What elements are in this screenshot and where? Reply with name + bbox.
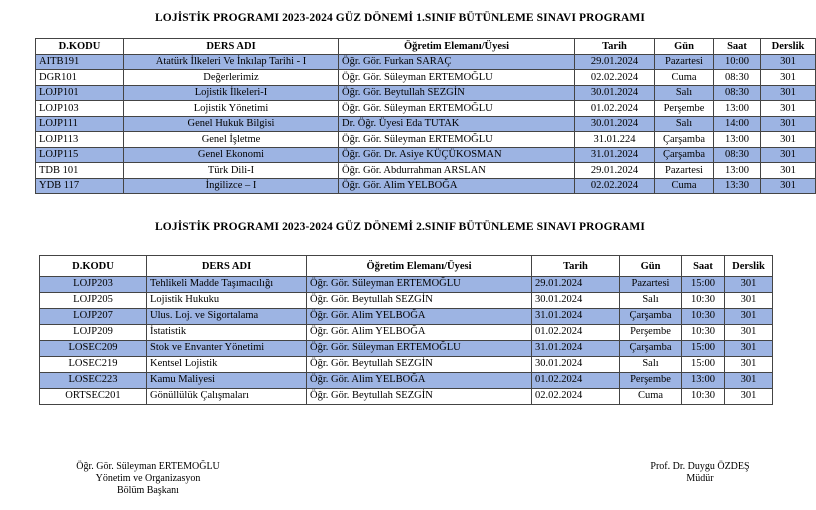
instructor-cell: Öğr. Gör. Alim YELBOĞA [307, 309, 532, 325]
course-name-cell: Lojistik İlkeleri-I [124, 85, 339, 101]
table-row [40, 341, 773, 357]
signature-role: Müdür [686, 473, 714, 484]
header-code: D.KODU [36, 39, 124, 55]
header-day: Gün [620, 256, 682, 277]
course-name-cell: Kamu Maliyesi [147, 373, 307, 389]
exam-time-cell: 10:30 [682, 309, 725, 325]
course-code-cell: ORTSEC201 [40, 389, 147, 405]
header-instructor: Öğretim Elemanı/Üyesi [339, 39, 575, 55]
table-row [40, 357, 773, 373]
exam-day-cell: Pazartesi [655, 163, 714, 179]
exam-date-cell: 01.02.2024 [575, 101, 655, 117]
header-time: Saat [714, 39, 761, 55]
course-code-cell: LOJP101 [36, 85, 124, 101]
classroom-cell: 301 [725, 357, 773, 373]
exam-date-cell: 30.01.2024 [532, 357, 620, 373]
exam-date-cell: 02.02.2024 [575, 178, 655, 194]
instructor-cell: Öğr. Gör. Dr. Asiye KÜÇÜKOSMAN [339, 147, 575, 163]
instructor-cell: Öğr. Gör. Abdurrahman ARSLAN [339, 163, 575, 179]
exam-day-cell: Çarşamba [655, 147, 714, 163]
course-code-cell: LOSEC219 [40, 357, 147, 373]
classroom-cell: 301 [725, 309, 773, 325]
course-name-cell: Lojistik Hukuku [147, 293, 307, 309]
instructor-cell: Öğr. Gör. Alim YELBOĞA [307, 325, 532, 341]
exam-date-cell: 31.01.2024 [532, 341, 620, 357]
table-row [40, 373, 773, 389]
instructor-cell: Dr. Öğr. Üyesi Eda TUTAK [339, 116, 575, 132]
classroom-cell: 301 [761, 147, 816, 163]
course-name-cell: İstatistik [147, 325, 307, 341]
classroom-cell: 301 [761, 85, 816, 101]
exam-day-cell: Çarşamba [655, 132, 714, 148]
table-row [40, 309, 773, 325]
table-row [36, 85, 816, 101]
classroom-cell: 301 [761, 54, 816, 70]
exam-date-cell: 02.02.2024 [532, 389, 620, 405]
exam-day-cell: Salı [620, 357, 682, 373]
table-row [36, 101, 816, 117]
course-code-cell: LOSEC223 [40, 373, 147, 389]
classroom-cell: 301 [761, 163, 816, 179]
course-code-cell: LOJP113 [36, 132, 124, 148]
exam-time-cell: 08:30 [714, 70, 761, 86]
table-row [36, 163, 816, 179]
instructor-cell: Öğr. Gör. Süleyman ERTEMOĞLU [307, 341, 532, 357]
course-code-cell: TDB 101 [36, 163, 124, 179]
course-code-cell: LOJP209 [40, 325, 147, 341]
course-code-cell: LOJP205 [40, 293, 147, 309]
header-room: Derslik [725, 256, 773, 277]
header-time: Saat [682, 256, 725, 277]
instructor-cell: Öğr. Gör. Süleyman ERTEMOĞLU [339, 132, 575, 148]
course-name-cell: Stok ve Envanter Yönetimi [147, 341, 307, 357]
exam-time-cell: 13:00 [682, 373, 725, 389]
course-name-cell: Kentsel Lojistik [147, 357, 307, 373]
exam-day-cell: Perşembe [620, 373, 682, 389]
classroom-cell: 301 [761, 70, 816, 86]
exam-time-cell: 08:30 [714, 85, 761, 101]
course-code-cell: LOJP203 [40, 277, 147, 293]
first-year-exam-table [35, 38, 816, 194]
classroom-cell: 301 [761, 101, 816, 117]
exam-date-cell: 30.01.2024 [532, 293, 620, 309]
course-code-cell: LOJP207 [40, 309, 147, 325]
course-code-cell: DGR101 [36, 70, 124, 86]
table-header-row [40, 256, 773, 277]
exam-date-cell: 31.01.2024 [575, 147, 655, 163]
classroom-cell: 301 [761, 116, 816, 132]
instructor-cell: Öğr. Gör. Süleyman ERTEMOĞLU [339, 101, 575, 117]
instructor-cell: Öğr. Gör. Beytullah SEZGİN [307, 357, 532, 373]
exam-day-cell: Pazartesi [620, 277, 682, 293]
classroom-cell: 301 [725, 325, 773, 341]
exam-time-cell: 15:00 [682, 277, 725, 293]
signature-department: Yönetim ve Organizasyon [95, 473, 201, 484]
exam-day-cell: Cuma [655, 178, 714, 194]
exam-date-cell: 01.02.2024 [532, 373, 620, 389]
exam-time-cell: 10:30 [682, 325, 725, 341]
table-header-row [36, 39, 816, 55]
signature-director [640, 461, 760, 485]
second-year-exam-table [39, 255, 773, 405]
exam-time-cell: 13:00 [714, 132, 761, 148]
signature-name: Prof. Dr. Duygu ÖZDEŞ [650, 461, 750, 472]
exam-date-cell: 31.01.2024 [532, 309, 620, 325]
title-first-year: LOJİSTİK PROGRAMI 2023-2024 GÜZ DÖNEMİ 1.SINIF BÜTÜNLEME SINAVI PROGRAMI [155, 12, 645, 24]
exam-time-cell: 13:00 [714, 101, 761, 117]
table-row [36, 70, 816, 86]
course-name-cell: Lojistik Yönetimi [124, 101, 339, 117]
exam-date-cell: 01.02.2024 [532, 325, 620, 341]
classroom-cell: 301 [761, 178, 816, 194]
exam-time-cell: 15:00 [682, 341, 725, 357]
header-day: Gün [655, 39, 714, 55]
classroom-cell: 301 [761, 132, 816, 148]
course-name-cell: Genel İşletme [124, 132, 339, 148]
exam-day-cell: Cuma [655, 70, 714, 86]
exam-time-cell: 10:00 [714, 54, 761, 70]
instructor-cell: Öğr. Gör. Furkan SARAÇ [339, 54, 575, 70]
exam-day-cell: Salı [655, 116, 714, 132]
exam-date-cell: 30.01.2024 [575, 116, 655, 132]
table-row [40, 389, 773, 405]
signature-department-head [58, 461, 238, 497]
exam-time-cell: 10:30 [682, 293, 725, 309]
exam-day-cell: Salı [620, 293, 682, 309]
table-row [36, 147, 816, 163]
exam-day-cell: Cuma [620, 389, 682, 405]
table-row [40, 325, 773, 341]
course-code-cell: YDB 117 [36, 178, 124, 194]
exam-day-cell: Çarşamba [620, 341, 682, 357]
instructor-cell: Öğr. Gör. Süleyman ERTEMOĞLU [339, 70, 575, 86]
classroom-cell: 301 [725, 341, 773, 357]
table-row [36, 54, 816, 70]
table-row [40, 277, 773, 293]
exam-time-cell: 15:00 [682, 357, 725, 373]
exam-time-cell: 13:00 [714, 163, 761, 179]
table-row [36, 116, 816, 132]
instructor-cell: Öğr. Gör. Alim YELBOĞA [307, 373, 532, 389]
signature-name: Öğr. Gör. Süleyman ERTEMOĞLU [76, 461, 220, 472]
header-date: Tarih [575, 39, 655, 55]
exam-time-cell: 13:30 [714, 178, 761, 194]
course-name-cell: Genel Ekonomi [124, 147, 339, 163]
course-code-cell: LOJP115 [36, 147, 124, 163]
course-name-cell: Atatürk İlkeleri Ve İnkılap Tarihi - I [124, 54, 339, 70]
classroom-cell: 301 [725, 277, 773, 293]
exam-day-cell: Salı [655, 85, 714, 101]
instructor-cell: Öğr. Gör. Beytullah SEZGİN [339, 85, 575, 101]
exam-date-cell: 29.01.2024 [575, 54, 655, 70]
course-name-cell: Genel Hukuk Bilgisi [124, 116, 339, 132]
header-course: DERS ADI [124, 39, 339, 55]
exam-day-cell: Perşembe [655, 101, 714, 117]
exam-day-cell: Çarşamba [620, 309, 682, 325]
course-code-cell: AITB191 [36, 54, 124, 70]
exam-time-cell: 14:00 [714, 116, 761, 132]
classroom-cell: 301 [725, 293, 773, 309]
table-row [36, 132, 816, 148]
header-date: Tarih [532, 256, 620, 277]
course-code-cell: LOJP111 [36, 116, 124, 132]
course-name-cell: Değerlerimiz [124, 70, 339, 86]
course-name-cell: Türk Dili-I [124, 163, 339, 179]
header-code: D.KODU [40, 256, 147, 277]
course-name-cell: İngilizce – I [124, 178, 339, 194]
exam-day-cell: Pazartesi [655, 54, 714, 70]
exam-date-cell: 02.02.2024 [575, 70, 655, 86]
title-second-year: LOJİSTİK PROGRAMI 2023-2024 GÜZ DÖNEMİ 2.SINIF BÜTÜNLEME SINAVI PROGRAMI [155, 221, 645, 233]
classroom-cell: 301 [725, 373, 773, 389]
exam-date-cell: 31.01.224 [575, 132, 655, 148]
exam-date-cell: 29.01.2024 [575, 163, 655, 179]
header-course: DERS ADI [147, 256, 307, 277]
exam-time-cell: 10:30 [682, 389, 725, 405]
course-code-cell: LOSEC209 [40, 341, 147, 357]
exam-time-cell: 08:30 [714, 147, 761, 163]
instructor-cell: Öğr. Gör. Beytullah SEZGİN [307, 293, 532, 309]
course-name-cell: Ulus. Loj. ve Sigortalama [147, 309, 307, 325]
header-room: Derslik [761, 39, 816, 55]
instructor-cell: Öğr. Gör. Beytullah SEZGİN [307, 389, 532, 405]
course-name-cell: Tehlikeli Madde Taşımacılığı [147, 277, 307, 293]
signature-role: Bölüm Başkanı [117, 485, 179, 496]
instructor-cell: Öğr. Gör. Süleyman ERTEMOĞLU [307, 277, 532, 293]
course-code-cell: LOJP103 [36, 101, 124, 117]
table-row [36, 178, 816, 194]
header-instructor: Öğretim Elemanı/Üyesi [307, 256, 532, 277]
classroom-cell: 301 [725, 389, 773, 405]
exam-day-cell: Perşembe [620, 325, 682, 341]
exam-date-cell: 30.01.2024 [575, 85, 655, 101]
table-row [40, 293, 773, 309]
course-name-cell: Gönüllülük Çalışmaları [147, 389, 307, 405]
exam-date-cell: 29.01.2024 [532, 277, 620, 293]
instructor-cell: Öğr. Gör. Alim YELBOĞA [339, 178, 575, 194]
